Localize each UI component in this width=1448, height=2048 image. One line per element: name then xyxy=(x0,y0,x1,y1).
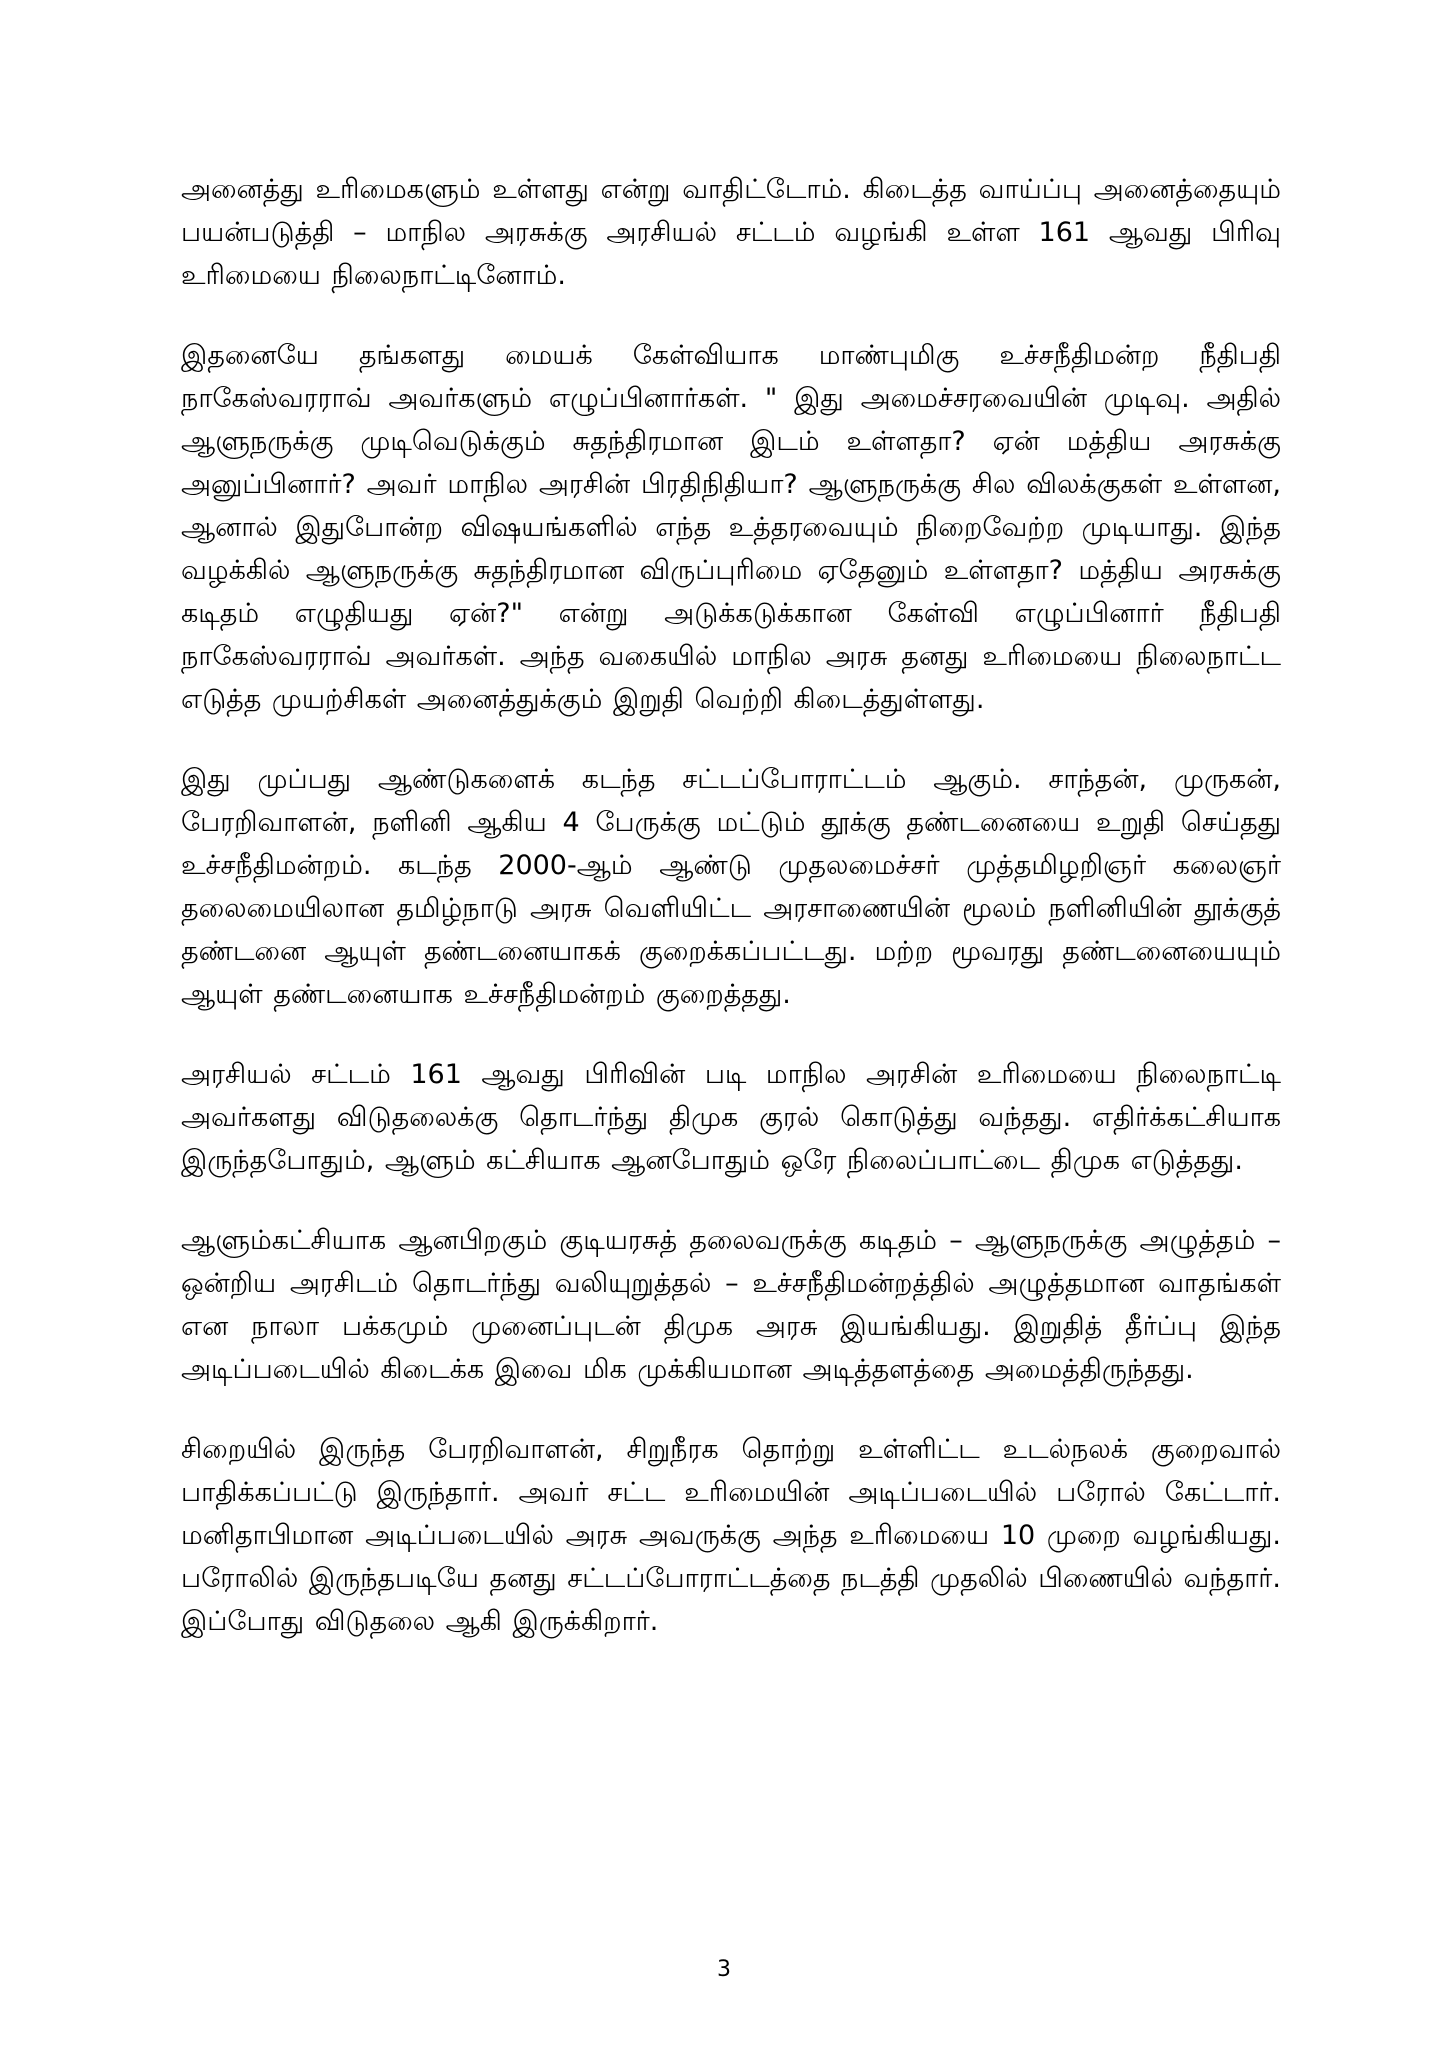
document-body xyxy=(181,168,1281,1680)
paragraph-4: அரசியல் சட்டம் 161 ஆவது பிரிவின் படி மாநில அரசின் உரிமையை நிலைநாட்டி அவர்களது விடுதலைக்கு தொடர்ந்து திமுக குரல் கொடுத்து வந்தது. எதிர்க்கட்சியாக இருந்தபோதும், ஆளும் கட்சியாக ஆனபோதும் ஒரே நிலைப்பாட்டை திமுக எடுத்தது. xyxy=(181,1059,1281,1176)
paragraph-3: இது முப்பது ஆண்டுகளைக் கடந்த சட்டப்போராட்டம் ஆகும். சாந்தன், முருகன், பேரறிவாளன், நளினி ஆகிய 4 பேருக்கு மட்டும் தூக்கு தண்டனையை உறுதி செய்தது உச்சநீதிமன்றம். கடந்த 2000-ஆம் ஆண்டு முதலமைச்சர் முத்தமிழறிஞர் கலைஞர் தலைமையிலான தமிழ்நாடு அரசு வெளியிட்ட அரசாணையின் மூலம் நளினியின் தூக்குத் தண்டனை ஆயுள் தண்டனையாகக் குறைக்கப்பட்டது. மற்ற மூவரது தண்டனையையும் ஆயுள் தண்டனையாக உச்சநீதிமன்றம் குறைத்தது. xyxy=(181,764,1281,1010)
paragraph-2: இதனையே தங்களது மையக் கேள்வியாக மாண்புமிகு உச்சநீதிமன்ற நீதிபதி நாகேஸ்வரராவ் அவர்களும் எழுப்பினார்கள். " இது அமைச்சரவையின் முடிவு. அதில் ஆளுநருக்கு முடிவெடுக்கும் சுதந்திரமான இடம் உள்ளதா? ஏன் மத்திய அரசுக்கு அனுப்பினார்? அவர் மாநில அரசின் பிரதிநிதியா? ஆளுநருக்கு சில விலக்குகள் உள்ளன, ஆனால் இதுபோன்ற விஷயங்களில் எந்த உத்தரவையும் நிறைவேற்ற முடியாது. இந்த வழக்கில் ஆளுநருக்கு சுதந்திரமான விருப்புரிமை ஏதேனும் உள்ளதா? மத்திய அரசுக்கு கடிதம் எழுதியது ஏன்?" என்று அடுக்கடுக்கான கேள்வி எழுப்பினார் நீதிபதி நாகேஸ்வரராவ் அவர்கள். அந்த வகையில் மாநில அரசு தனது உரிமையை நிலைநாட்ட எடுத்த முயற்சிகள் அனைத்துக்கும் இறுதி வெற்றி கிடைத்துள்ளது. xyxy=(181,340,1281,715)
paragraph-6: சிறையில் இருந்த பேரறிவாளன், சிறுநீரக தொற்று உள்ளிட்ட உடல்நலக் குறைவால் பாதிக்கப்பட்டு இருந்தார். அவர் சட்ட உரிமையின் அடிப்படையில் பரோல் கேட்டார். மனிதாபிமான அடிப்படையில் அரசு அவருக்கு அந்த உரிமையை 10 முறை வழங்கியது. பரோலில் இருந்தபடியே தனது சட்டப்போராட்டத்தை நடத்தி முதலில் பிணையில் வந்தார். இப்போது விடுதலை ஆகி இருக்கிறார். xyxy=(181,1434,1281,1637)
paragraph-5: ஆளும்கட்சியாக ஆனபிறகும் குடியரசுத் தலைவருக்கு கடிதம் – ஆளுநருக்கு அழுத்தம் – ஒன்றிய அரசிடம் தொடர்ந்து வலியுறுத்தல் – உச்சநீதிமன்றத்தில் அழுத்தமான வாதங்கள் என நாலா பக்கமும் முனைப்புடன் திமுக அரசு இயங்கியது. இறுதித் தீர்ப்பு இந்த அடிப்படையில் கிடைக்க இவை மிக முக்கியமான அடித்தளத்தை அமைத்திருந்தது. xyxy=(181,1225,1281,1385)
paragraph-1: அனைத்து உரிமைகளும் உள்ளது என்று வாதிட்டோம். கிடைத்த வாய்ப்பு அனைத்தையும் பயன்படுத்தி – மாநில அரசுக்கு அரசியல் சட்டம் வழங்கி உள்ள 161 ஆவது பிரிவு உரிமையை நிலைநாட்டினோம். xyxy=(181,174,1281,291)
page-number: 3 xyxy=(717,1957,731,1982)
